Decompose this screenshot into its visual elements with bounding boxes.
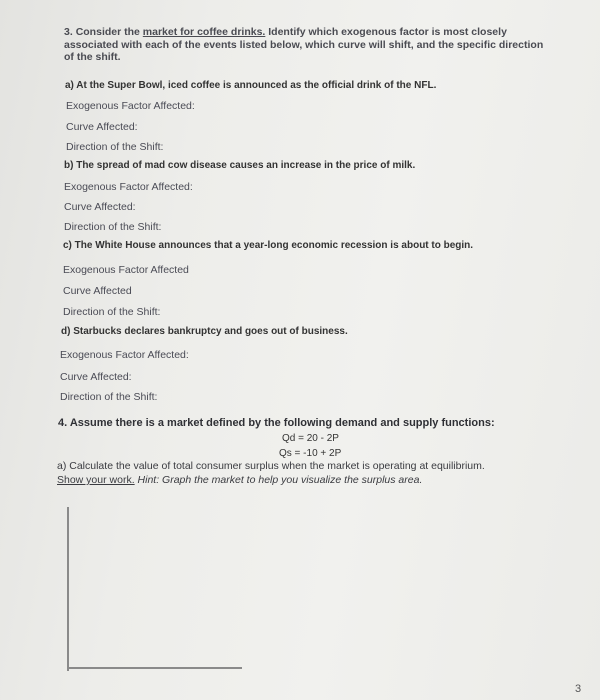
part-d-curve-label: Curve Affected: [60, 371, 132, 383]
part-b-prompt: b) The spread of mad cow disease causes an increase in the price of milk. [64, 160, 416, 171]
page-number: 3 [575, 683, 582, 695]
part-c-factor-label: Exogenous Factor Affected [63, 264, 189, 276]
part-b-curve-label: Curve Affected: [64, 201, 136, 213]
part-a-curve-label: Curve Affected: [66, 121, 138, 133]
part-a-direction-label: Direction of the Shift: [66, 141, 164, 153]
hint-text: Hint: Graph the market to help you visualize the surplus area. [137, 474, 423, 486]
part-c-direction-label: Direction of the Shift: [63, 306, 161, 318]
part-a-prompt: a) At the Super Bowl, iced coffee is announced as the official drink of the NFL. [65, 80, 437, 91]
question-4a-instructions [57, 474, 422, 486]
graph-x-axis [67, 667, 242, 669]
part-d-prompt: d) Starbucks declares bankruptcy and goes out of business. [61, 326, 348, 337]
demand-equation: Qd = 20 - 2P [282, 433, 339, 444]
market-link: market for coffee drinks. [142, 26, 266, 38]
part-a-factor-label: Exogenous Factor Affected: [66, 100, 195, 112]
graph-y-axis [67, 507, 69, 671]
part-c-curve-label: Curve Affected [63, 285, 132, 297]
question-4a-prompt: a) Calculate the value of total consumer surplus when the market is operating at equilibrium. [57, 460, 485, 472]
part-b-direction-label: Direction of the Shift: [64, 221, 162, 233]
part-d-direction-label: Direction of the Shift: [60, 391, 158, 403]
supply-equation: Qs = -10 + 2P [279, 448, 342, 459]
show-work-text: Show your work. [57, 474, 135, 486]
part-b-factor-label: Exogenous Factor Affected: [64, 181, 193, 193]
question-4-title: 4. Assume there is a market defined by the following demand and supply functions: [58, 417, 495, 429]
part-c-prompt: c) The White House announces that a year-long economic recession is about to begin. [63, 240, 474, 251]
question-3-intro: 3. Consider the market for coffee drinks. Identify which exogenous factor is most closely associated with each of the events listed below, which curve will shift, and the specific direction of the shift. [64, 26, 544, 63]
part-d-factor-label: Exogenous Factor Affected: [60, 349, 189, 361]
